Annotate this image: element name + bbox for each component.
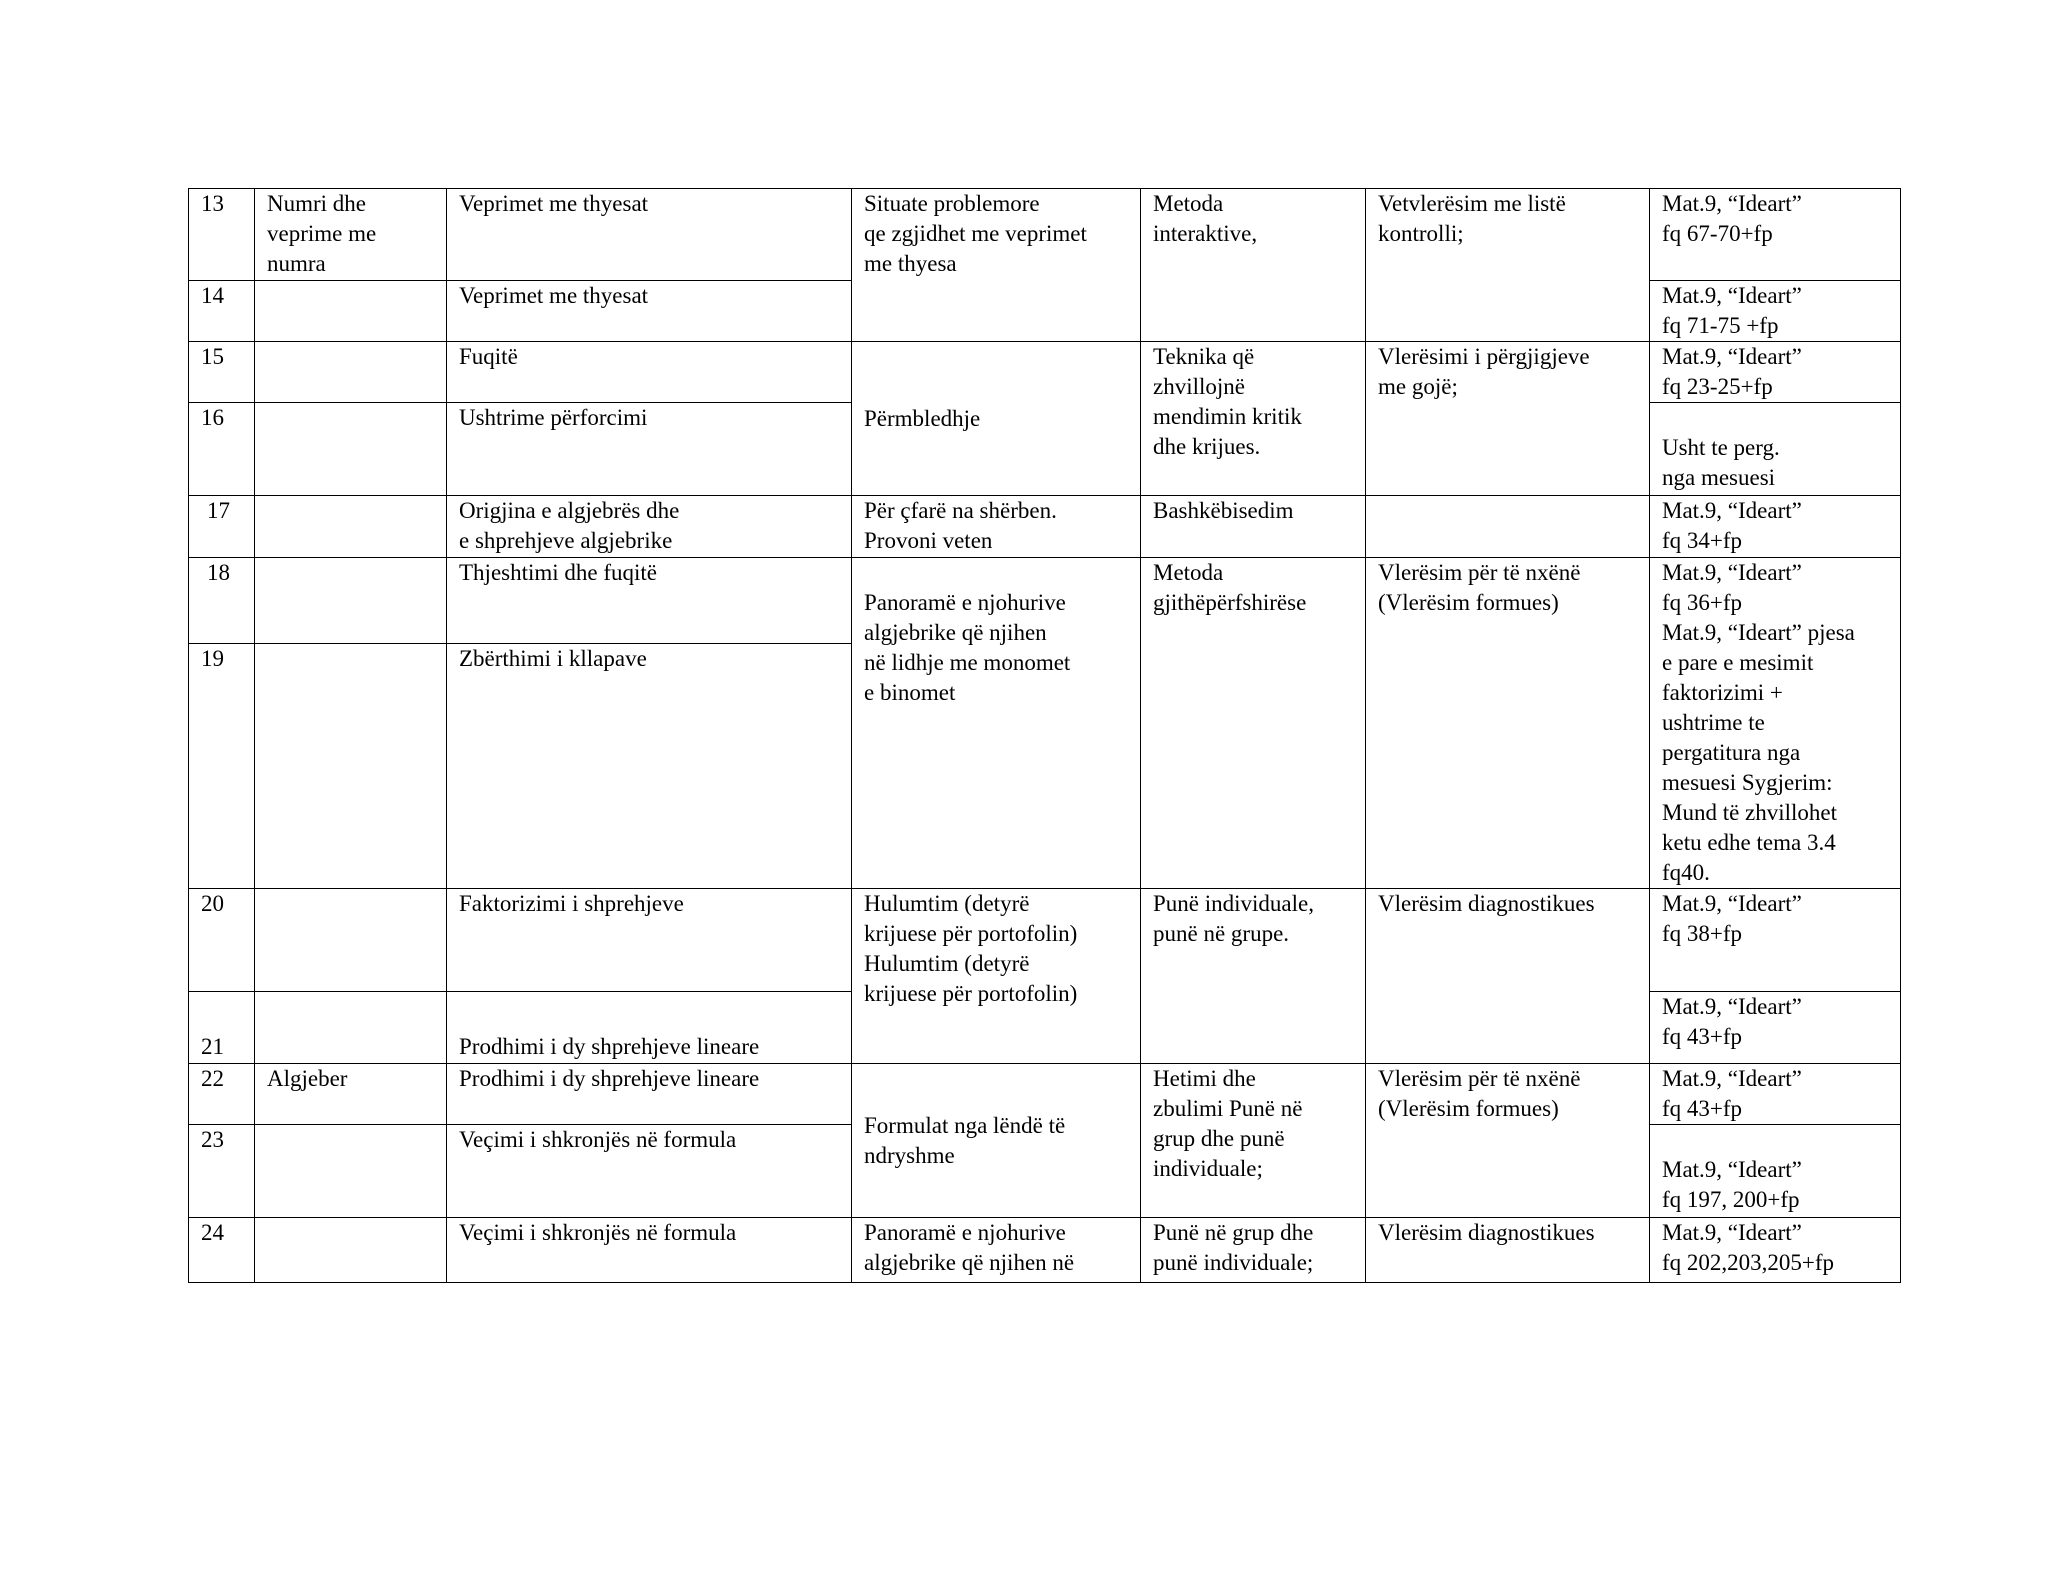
method-cell: Bashkëbisedim <box>1141 496 1366 558</box>
assessment-cell <box>1366 496 1650 558</box>
table-row-24 <box>189 1218 1901 1283</box>
lesson-title: Fuqitë <box>447 342 852 403</box>
resources-cell: Mat.9, “Ideart” fq 67-70+fp <box>1650 189 1901 281</box>
topic-cell <box>255 342 447 403</box>
lesson-title: Zbërthimi i kllapave <box>447 644 852 889</box>
lesson-number: 19 <box>189 644 255 889</box>
lesson-title: Veprimet me thyesat <box>447 189 852 281</box>
method-cell: Teknika që zhvillojnë mendimin kritik dhe krijues. <box>1141 342 1366 496</box>
situation-cell: Panoramë e njohurive algjebrike që njihen në <box>852 1218 1141 1283</box>
topic-cell <box>255 992 447 1064</box>
situation-cell: Situate problemore qe zgjidhet me veprimet me thyesa <box>852 189 1141 342</box>
assessment-cell: Vetvlerësim me listë kontrolli; <box>1366 189 1650 342</box>
lesson-title: Veçimi i shkronjës në formula <box>447 1125 852 1218</box>
resources-cell: Mat.9, “Ideart” fq 71-75 +fp <box>1650 281 1901 342</box>
assessment-cell: Vlerësim diagnostikues <box>1366 889 1650 1064</box>
topic-cell <box>255 496 447 558</box>
resources-cell: Mat.9, “Ideart” fq 197, 200+fp <box>1650 1125 1901 1218</box>
situation-cell: Përmbledhje <box>852 342 1141 496</box>
resources-cell: Mat.9, “Ideart” fq 43+fp <box>1650 992 1901 1064</box>
lesson-number: 23 <box>189 1125 255 1218</box>
resources-cell: Mat.9, “Ideart” fq 34+fp <box>1650 496 1901 558</box>
resources-cell: Usht te perg. nga mesuesi <box>1650 403 1901 496</box>
method-cell: Punë individuale, punë në grupe. <box>1141 889 1366 1064</box>
lesson-title: Ushtrime përforcimi <box>447 403 852 496</box>
lesson-plan-table <box>188 188 1901 1283</box>
lesson-number: 22 <box>189 1064 255 1125</box>
lesson-number: 16 <box>189 403 255 496</box>
table-row-20 <box>189 889 1901 992</box>
assessment-cell: Vlerësim diagnostikues <box>1366 1218 1650 1283</box>
topic-cell <box>255 281 447 342</box>
topic-cell <box>255 644 447 889</box>
table-row-22 <box>189 1064 1901 1125</box>
lesson-number: 13 <box>189 189 255 281</box>
lesson-number: 17 <box>189 496 255 558</box>
resources-cell: Mat.9, “Ideart” fq 43+fp <box>1650 1064 1901 1125</box>
lesson-title: Faktorizimi i shprehjeve <box>447 889 852 992</box>
table-row-15 <box>189 342 1901 403</box>
resources-cell: Mat.9, “Ideart” fq 38+fp <box>1650 889 1901 992</box>
resources-cell: Mat.9, “Ideart” fq 36+fp Mat.9, “Ideart” pjesa e pare e mesimit faktorizimi + ushtrime te pergatitura nga mesuesi Sygjerim: Mund të zhvillohet ketu edhe tema 3.4 fq40. <box>1650 558 1901 889</box>
method-cell: Punë në grup dhe punë individuale; <box>1141 1218 1366 1283</box>
method-cell: Metoda gjithëpërfshirëse <box>1141 558 1366 889</box>
table-row-13 <box>189 189 1901 281</box>
situation-cell: Hulumtim (detyrë krijuese për portofolin) Hulumtim (detyrë krijuese për portofolin) <box>852 889 1141 1064</box>
lesson-title: Thjeshtimi dhe fuqitë <box>447 558 852 644</box>
situation-cell: Formulat nga lëndë të ndryshme <box>852 1064 1141 1218</box>
lesson-number: 20 <box>189 889 255 992</box>
situation-cell: Panoramë e njohurive algjebrike që njihen në lidhje me monomet e binomet <box>852 558 1141 889</box>
assessment-cell: Vlerësim për të nxënë (Vlerësim formues) <box>1366 1064 1650 1218</box>
topic-cell: Numri dhe veprime me numra <box>255 189 447 281</box>
topic-cell <box>255 1125 447 1218</box>
lesson-number: 24 <box>189 1218 255 1283</box>
topic-cell <box>255 403 447 496</box>
lesson-title: Veçimi i shkronjës në formula <box>447 1218 852 1283</box>
lesson-number: 18 <box>189 558 255 644</box>
topic-cell: Algjeber <box>255 1064 447 1125</box>
table-row-18 <box>189 558 1901 644</box>
lesson-title: Veprimet me thyesat <box>447 281 852 342</box>
topic-cell <box>255 1218 447 1283</box>
lesson-title: Origjina e algjebrës dhe e shprehjeve algjebrike <box>447 496 852 558</box>
lesson-number: 14 <box>189 281 255 342</box>
topic-cell <box>255 558 447 644</box>
lesson-title: Prodhimi i dy shprehjeve lineare <box>447 992 852 1064</box>
lesson-title: Prodhimi i dy shprehjeve lineare <box>447 1064 852 1125</box>
table-row-17 <box>189 496 1901 558</box>
method-cell: Hetimi dhe zbulimi Punë në grup dhe punë individuale; <box>1141 1064 1366 1218</box>
topic-cell <box>255 889 447 992</box>
resources-cell: Mat.9, “Ideart” fq 202,203,205+fp <box>1650 1218 1901 1283</box>
method-cell: Metoda interaktive, <box>1141 189 1366 342</box>
lesson-number: 21 <box>189 992 255 1064</box>
lesson-number: 15 <box>189 342 255 403</box>
assessment-cell: Vlerësim për të nxënë (Vlerësim formues) <box>1366 558 1650 889</box>
assessment-cell: Vlerësimi i përgjigjeve me gojë; <box>1366 342 1650 496</box>
situation-cell: Për çfarë na shërben. Provoni veten <box>852 496 1141 558</box>
resources-cell: Mat.9, “Ideart” fq 23-25+fp <box>1650 342 1901 403</box>
